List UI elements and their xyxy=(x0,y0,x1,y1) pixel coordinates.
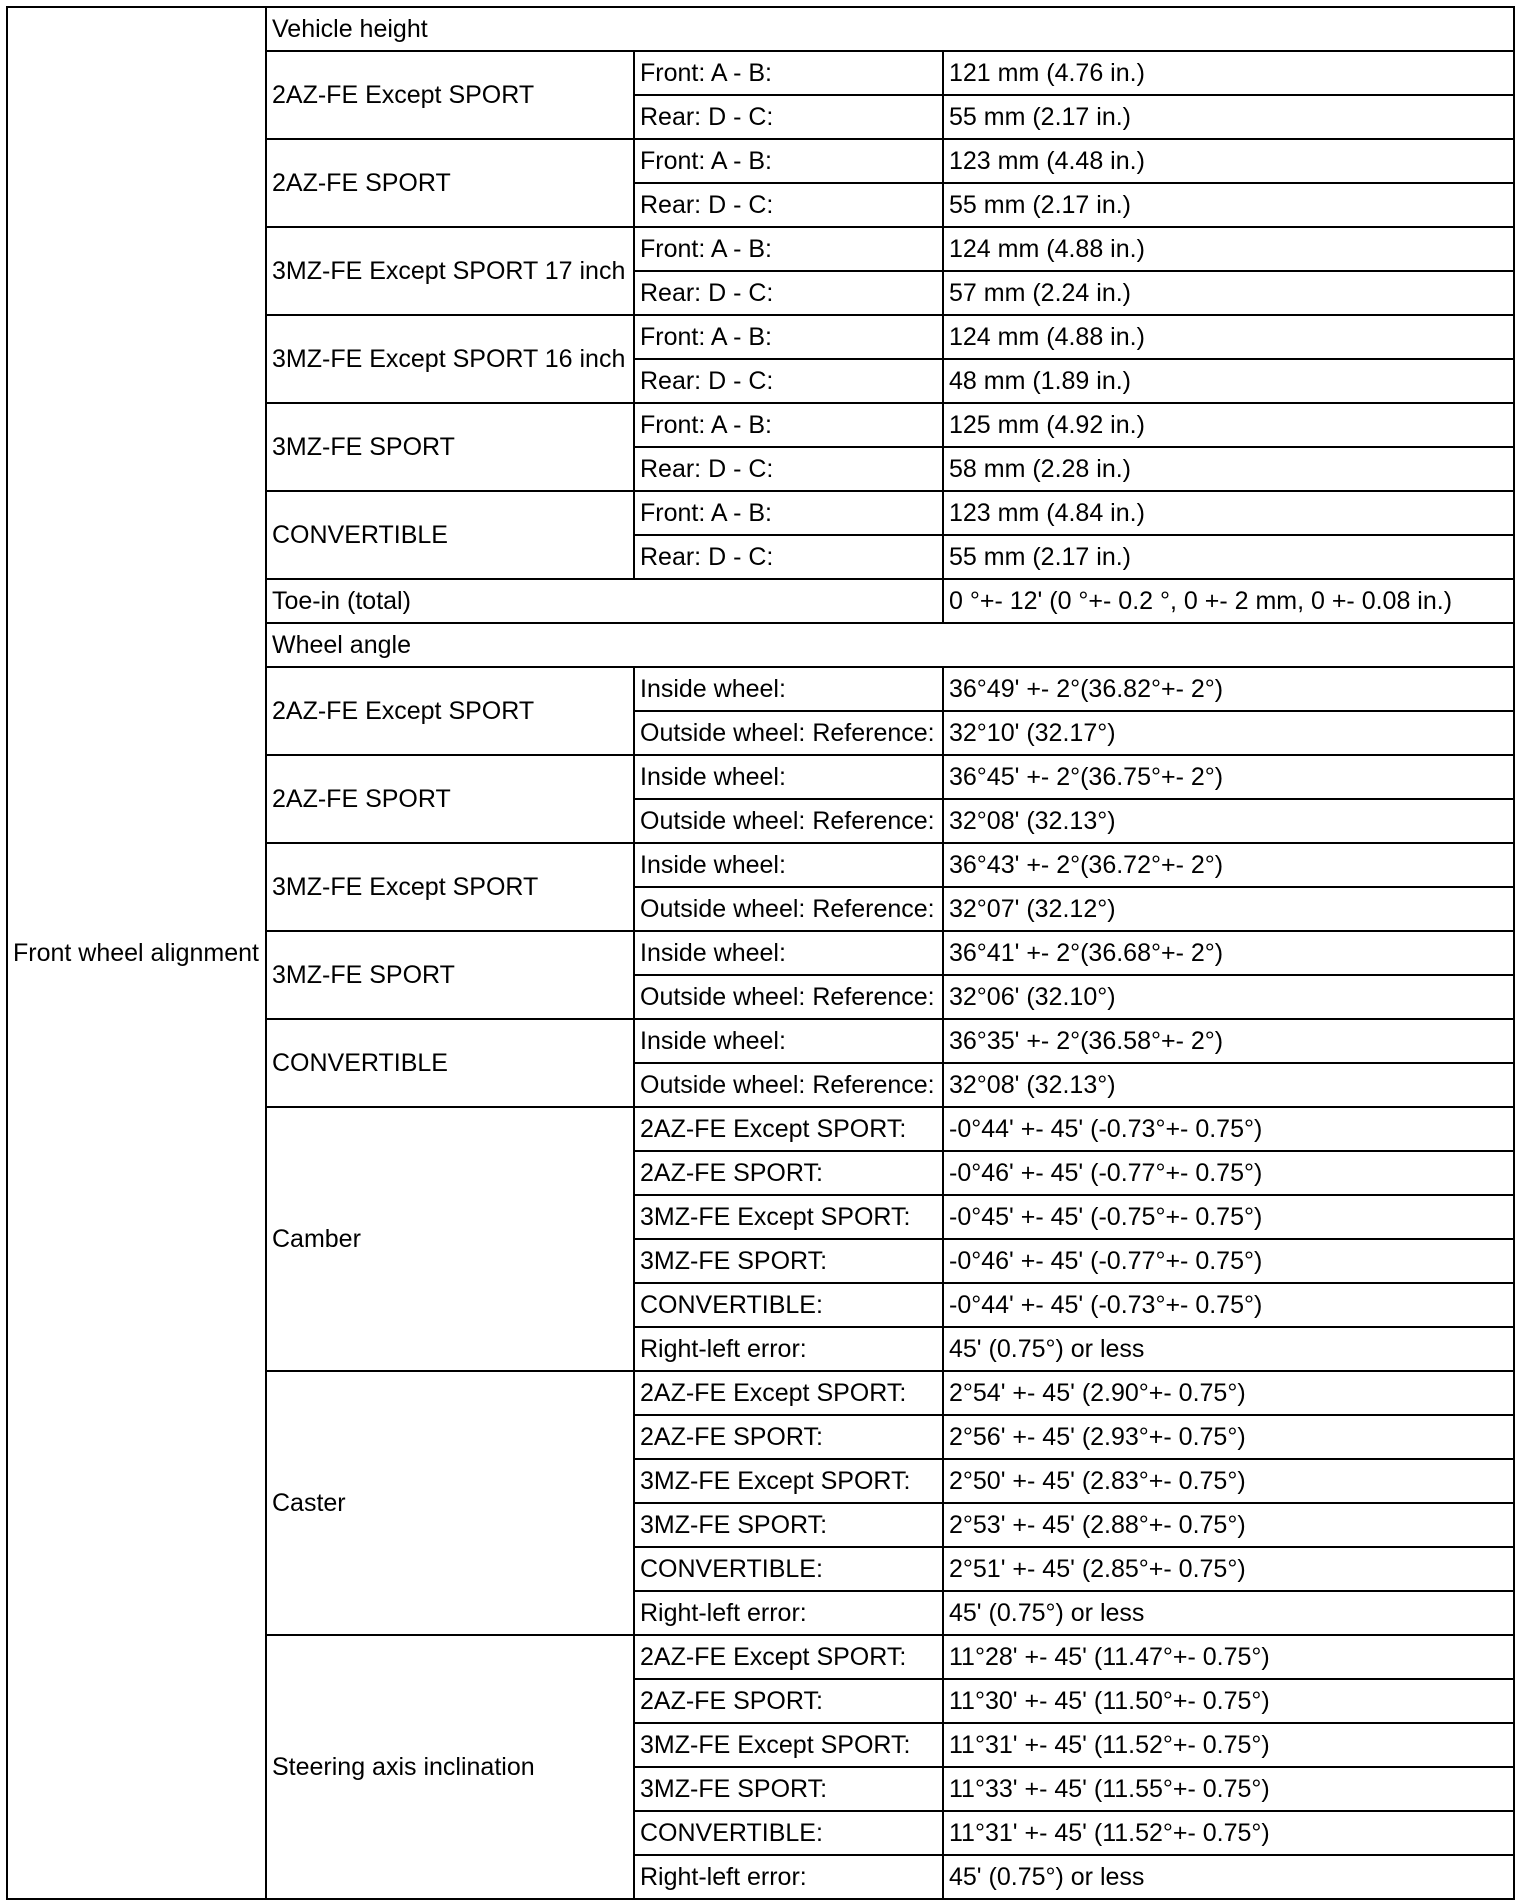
vehicle-height-value: 57 mm (2.24 in.) xyxy=(943,271,1514,315)
steering-axis-value: 11°31' +- 45' (11.52°+- 0.75°) xyxy=(943,1723,1514,1767)
toe-in-label: Toe-in (total) xyxy=(266,579,943,623)
vehicle-height-position-label: Rear: D - C: xyxy=(634,271,943,315)
vehicle-height-position-label: Rear: D - C: xyxy=(634,183,943,227)
wheel-angle-wheel-label: Outside wheel: Reference: xyxy=(634,887,943,931)
vehicle-height-position-label: Rear: D - C: xyxy=(634,95,943,139)
vehicle-height-model: 2AZ-FE Except SPORT xyxy=(266,51,634,139)
wheel-angle-wheel-label: Inside wheel: xyxy=(634,755,943,799)
caster-model-label: 3MZ-FE SPORT: xyxy=(634,1503,943,1547)
steering-axis-model-label: CONVERTIBLE: xyxy=(634,1811,943,1855)
caster-model-label: Right-left error: xyxy=(634,1591,943,1635)
wheel-angle-value: 32°06' (32.10°) xyxy=(943,975,1514,1019)
wheel-angle-value: 32°07' (32.12°) xyxy=(943,887,1514,931)
camber-model-label: 3MZ-FE SPORT: xyxy=(634,1239,943,1283)
wheel-angle-value: 32°08' (32.13°) xyxy=(943,799,1514,843)
steering-axis-value: 11°30' +- 45' (11.50°+- 0.75°) xyxy=(943,1679,1514,1723)
camber-value: -0°44' +- 45' (-0.73°+- 0.75°) xyxy=(943,1107,1514,1151)
wheel-angle-value: 32°08' (32.13°) xyxy=(943,1063,1514,1107)
vehicle-height-value: 55 mm (2.17 in.) xyxy=(943,95,1514,139)
wheel-angle-value: 36°49' +- 2°(36.82°+- 2°) xyxy=(943,667,1514,711)
steering-axis-model-label: 3MZ-FE SPORT: xyxy=(634,1767,943,1811)
wheel-angle-wheel-label: Outside wheel: Reference: xyxy=(634,711,943,755)
camber-value: -0°46' +- 45' (-0.77°+- 0.75°) xyxy=(943,1239,1514,1283)
caster-value: 2°54' +- 45' (2.90°+- 0.75°) xyxy=(943,1371,1514,1415)
vehicle-height-header: Vehicle height xyxy=(266,7,1514,51)
camber-model-label: 3MZ-FE Except SPORT: xyxy=(634,1195,943,1239)
vehicle-height-value: 125 mm (4.92 in.) xyxy=(943,403,1514,447)
wheel-angle-value: 36°43' +- 2°(36.72°+- 2°) xyxy=(943,843,1514,887)
main-category-label: Front wheel alignment xyxy=(7,7,266,1899)
vehicle-height-header-row xyxy=(7,7,1514,51)
camber-value: 45' (0.75°) or less xyxy=(943,1327,1514,1371)
caster-value: 2°51' +- 45' (2.85°+- 0.75°) xyxy=(943,1547,1514,1591)
wheel-angle-model: 3MZ-FE Except SPORT xyxy=(266,843,634,931)
front-wheel-alignment-spec-table xyxy=(6,6,1515,1900)
steering-axis-label: Steering axis inclination xyxy=(266,1635,634,1899)
vehicle-height-value: 123 mm (4.84 in.) xyxy=(943,491,1514,535)
steering-axis-model-label: 3MZ-FE Except SPORT: xyxy=(634,1723,943,1767)
steering-axis-model-label: 2AZ-FE Except SPORT: xyxy=(634,1635,943,1679)
wheel-angle-wheel-label: Inside wheel: xyxy=(634,1019,943,1063)
camber-model-label: 2AZ-FE SPORT: xyxy=(634,1151,943,1195)
camber-value: -0°46' +- 45' (-0.77°+- 0.75°) xyxy=(943,1151,1514,1195)
vehicle-height-position-label: Front: A - B: xyxy=(634,491,943,535)
vehicle-height-model: 3MZ-FE SPORT xyxy=(266,403,634,491)
vehicle-height-value: 55 mm (2.17 in.) xyxy=(943,183,1514,227)
wheel-angle-model: CONVERTIBLE xyxy=(266,1019,634,1107)
wheel-angle-wheel-label: Inside wheel: xyxy=(634,931,943,975)
vehicle-height-value: 55 mm (2.17 in.) xyxy=(943,535,1514,579)
vehicle-height-model: CONVERTIBLE xyxy=(266,491,634,579)
wheel-angle-header: Wheel angle xyxy=(266,623,1514,667)
caster-model-label: 2AZ-FE Except SPORT: xyxy=(634,1371,943,1415)
vehicle-height-model: 3MZ-FE Except SPORT 17 inch xyxy=(266,227,634,315)
vehicle-height-model: 2AZ-FE SPORT xyxy=(266,139,634,227)
caster-model-label: 3MZ-FE Except SPORT: xyxy=(634,1459,943,1503)
steering-axis-model-label: 2AZ-FE SPORT: xyxy=(634,1679,943,1723)
toe-in-value: 0 °+- 12' (0 °+- 0.2 °, 0 +- 2 mm, 0 +- 0.08 in.) xyxy=(943,579,1514,623)
wheel-angle-value: 36°41' +- 2°(36.68°+- 2°) xyxy=(943,931,1514,975)
caster-value: 45' (0.75°) or less xyxy=(943,1591,1514,1635)
vehicle-height-position-label: Rear: D - C: xyxy=(634,359,943,403)
vehicle-height-position-label: Front: A - B: xyxy=(634,403,943,447)
caster-model-label: CONVERTIBLE: xyxy=(634,1547,943,1591)
caster-label: Caster xyxy=(266,1371,634,1635)
steering-axis-value: 11°33' +- 45' (11.55°+- 0.75°) xyxy=(943,1767,1514,1811)
caster-value: 2°56' +- 45' (2.93°+- 0.75°) xyxy=(943,1415,1514,1459)
camber-model-label: 2AZ-FE Except SPORT: xyxy=(634,1107,943,1151)
camber-value: -0°45' +- 45' (-0.75°+- 0.75°) xyxy=(943,1195,1514,1239)
wheel-angle-model: 2AZ-FE SPORT xyxy=(266,755,634,843)
caster-model-label: 2AZ-FE SPORT: xyxy=(634,1415,943,1459)
steering-axis-model-label: Right-left error: xyxy=(634,1855,943,1899)
vehicle-height-value: 48 mm (1.89 in.) xyxy=(943,359,1514,403)
steering-axis-value: 11°28' +- 45' (11.47°+- 0.75°) xyxy=(943,1635,1514,1679)
wheel-angle-value: 36°35' +- 2°(36.58°+- 2°) xyxy=(943,1019,1514,1063)
vehicle-height-value: 58 mm (2.28 in.) xyxy=(943,447,1514,491)
vehicle-height-position-label: Front: A - B: xyxy=(634,227,943,271)
vehicle-height-value: 123 mm (4.48 in.) xyxy=(943,139,1514,183)
vehicle-height-position-label: Front: A - B: xyxy=(634,139,943,183)
wheel-angle-value: 36°45' +- 2°(36.75°+- 2°) xyxy=(943,755,1514,799)
camber-model-label: Right-left error: xyxy=(634,1327,943,1371)
caster-value: 2°50' +- 45' (2.83°+- 0.75°) xyxy=(943,1459,1514,1503)
wheel-angle-wheel-label: Inside wheel: xyxy=(634,843,943,887)
wheel-angle-model: 3MZ-FE SPORT xyxy=(266,931,634,1019)
vehicle-height-position-label: Front: A - B: xyxy=(634,51,943,95)
wheel-angle-model: 2AZ-FE Except SPORT xyxy=(266,667,634,755)
camber-model-label: CONVERTIBLE: xyxy=(634,1283,943,1327)
wheel-angle-value: 32°10' (32.17°) xyxy=(943,711,1514,755)
vehicle-height-position-label: Front: A - B: xyxy=(634,315,943,359)
caster-value: 2°53' +- 45' (2.88°+- 0.75°) xyxy=(943,1503,1514,1547)
vehicle-height-position-label: Rear: D - C: xyxy=(634,447,943,491)
vehicle-height-value: 121 mm (4.76 in.) xyxy=(943,51,1514,95)
camber-value: -0°44' +- 45' (-0.73°+- 0.75°) xyxy=(943,1283,1514,1327)
steering-axis-value: 45' (0.75°) or less xyxy=(943,1855,1514,1899)
steering-axis-value: 11°31' +- 45' (11.52°+- 0.75°) xyxy=(943,1811,1514,1855)
wheel-angle-wheel-label: Inside wheel: xyxy=(634,667,943,711)
vehicle-height-model: 3MZ-FE Except SPORT 16 inch xyxy=(266,315,634,403)
wheel-angle-wheel-label: Outside wheel: Reference: xyxy=(634,1063,943,1107)
camber-label: Camber xyxy=(266,1107,634,1371)
spec-table-body xyxy=(7,7,1514,1899)
vehicle-height-value: 124 mm (4.88 in.) xyxy=(943,227,1514,271)
vehicle-height-value: 124 mm (4.88 in.) xyxy=(943,315,1514,359)
vehicle-height-position-label: Rear: D - C: xyxy=(634,535,943,579)
wheel-angle-wheel-label: Outside wheel: Reference: xyxy=(634,799,943,843)
wheel-angle-wheel-label: Outside wheel: Reference: xyxy=(634,975,943,1019)
